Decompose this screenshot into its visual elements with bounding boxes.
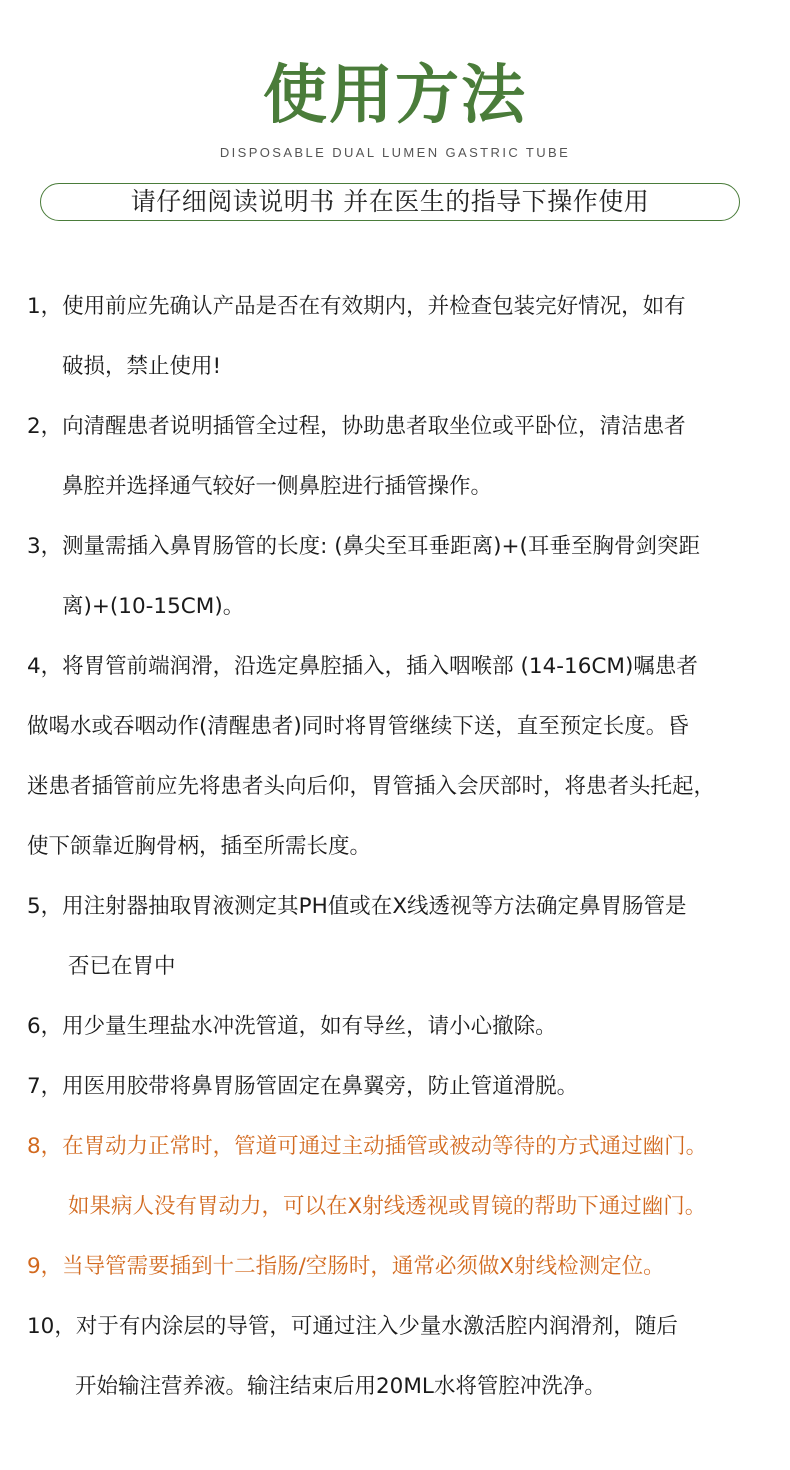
step-2-line-2: 鼻腔并选择通气较好一侧鼻腔进行插管操作。 [62,474,493,499]
step-8-line-2: 如果病人没有胃动力，可以在X射线透视或胃镜的帮助下通过幽门。 [68,1194,707,1219]
step-2-line-1: 2，向清醒患者说明插管全过程，协助患者取坐位或平卧位，清洁患者 [27,414,686,439]
step-1-line-1: 1，使用前应先确认产品是否在有效期内，并检查包装完好情况，如有 [27,294,686,319]
notice-banner: 请仔细阅读说明书 并在医生的指导下操作使用 [40,183,740,221]
step-10-line-1: 10，对于有内涂层的导管，可通过注入少量水激活腔内润滑剂，随后 [27,1314,678,1339]
page-title: 使用方法 [263,59,527,133]
step-3-line-1: 3，测量需插入鼻胃肠管的长度: (鼻尖至耳垂距离)+(耳垂至胸骨剑突距 [27,534,700,559]
step-8-line-1: 8，在胃动力正常时，管道可通过主动插管或被动等待的方式通过幽门。 [27,1134,708,1159]
step-4-line-4: 使下颌靠近胸骨柄，插至所需长度。 [27,834,372,859]
step-4-line-3: 迷患者插管前应先将患者头向后仰，胃管插入会厌部时，将患者头托起， [27,774,716,799]
step-9-line-1: 9，当导管需要插到十二指肠/空肠时，通常必须做X射线检测定位。 [27,1254,665,1279]
step-7-line-1: 7，用医用胶带将鼻胃肠管固定在鼻翼旁，防止管道滑脱。 [27,1074,579,1099]
step-6-line-1: 6，用少量生理盐水冲洗管道，如有导丝，请小心撤除。 [27,1014,557,1039]
step-4-line-1: 4，将胃管前端润滑，沿选定鼻腔插入，插入咽喉部 (14-16CM)嘱患者 [27,654,698,679]
step-5-line-2: 否已在胃中 [68,954,176,979]
step-5-line-1: 5，用注射器抽取胃液测定其PH值或在X线透视等方法确定鼻胃肠管是 [27,894,687,919]
product-subtitle: DISPOSABLE DUAL LUMEN GASTRIC TUBE [219,145,571,160]
step-1-line-2: 破损，禁止使用! [62,354,222,379]
step-4-line-2: 做喝水或吞咽动作(清醒患者)同时将胃管继续下送，直至预定长度。昏 [27,714,689,739]
step-3-line-2: 离)+(10-15CM)。 [62,594,245,619]
step-10-line-2: 开始输注营养液。输注结束后用20ML水将管腔冲洗净。 [75,1374,606,1399]
